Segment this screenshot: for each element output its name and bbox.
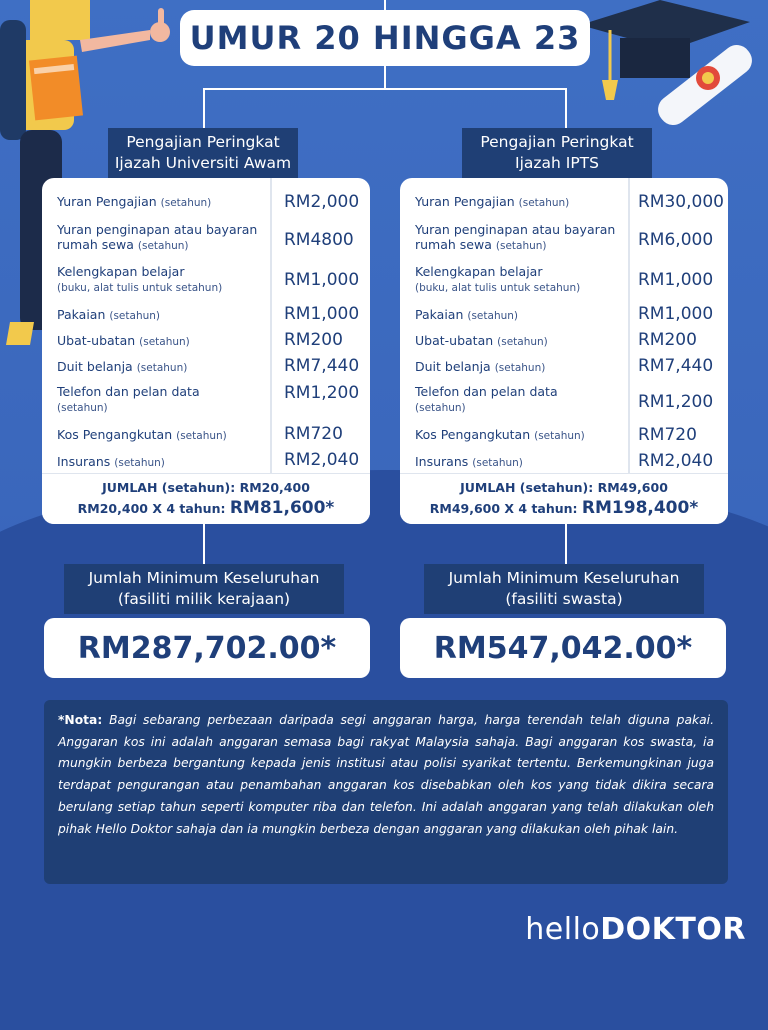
row-value: RM1,200 xyxy=(284,383,360,403)
logo-part-doktor: DOKTOR xyxy=(600,912,746,947)
annual-total-line: JUMLAH (setahun): RM20,400 xyxy=(102,480,310,495)
row-sub: (setahun) xyxy=(472,457,523,469)
row-value: RM720 xyxy=(638,425,697,445)
row-value: RM200 xyxy=(284,330,343,350)
connector-line xyxy=(384,0,386,10)
minimum-total-value-public: RM287,702.00* xyxy=(44,618,370,678)
four-year-label: RM49,600 X 4 tahun: xyxy=(429,501,578,516)
column-heading-line: Ijazah IPTS xyxy=(515,154,599,172)
row-label: Yuran Pengajian xyxy=(57,194,157,209)
row-sub: (setahun) xyxy=(114,457,165,469)
row-label: Ubat-ubatan xyxy=(57,333,136,348)
row-label: Yuran penginapan atau bayaran rumah sewa xyxy=(57,222,258,252)
minimum-total-heading-public xyxy=(64,564,344,614)
row-value: RM1,000 xyxy=(638,270,714,290)
row-label: Insurans xyxy=(57,454,111,469)
row-value: RM2,040 xyxy=(638,451,714,471)
row-value: RM30,000 xyxy=(638,192,724,212)
four-year-total xyxy=(400,498,728,518)
row-sub: (buku, alat tulis untuk setahun) xyxy=(415,282,581,294)
row-value: RM2,040 xyxy=(284,450,360,470)
annual-total xyxy=(400,473,728,524)
note-text: Bagi sebarang perbezaan daripada segi anggaran harga, harga terendah telah diguna pakai. Anggaran kos ini adalah anggaran semasa bagi rakyat Malaysia sahaja. Bagi anggaran kos swasta, ia mungkin berbeza bergantung kepada jenis institusi atau polisi syarikat tertentu. Berkemungkinan juga terdapat pengurangan atau penambahan anggaran kos disebabkan oleh kos yang tidak dikira secara berulang setiap tahun seperti komputer riba dan telefon. Ini adalah anggaran yang telah dilakukan oleh pihak Hello Doktor sahaja dan ia mungkin berbeza dengan anggaran yang dilakukan oleh pihak lain. xyxy=(58,713,714,836)
annual-total xyxy=(42,473,370,524)
row-label: Telefon dan pelan data xyxy=(415,384,558,399)
connector-line xyxy=(384,66,386,88)
annual-total-line: JUMLAH (setahun): RM49,600 xyxy=(460,480,668,495)
minimum-heading-line: (fasiliti milik kerajaan) xyxy=(117,590,291,608)
connector-line xyxy=(565,88,567,128)
four-year-value: RM198,400* xyxy=(581,498,699,518)
row-value: RM1,000 xyxy=(638,304,714,324)
connector-line xyxy=(203,88,205,128)
minimum-total-heading-private xyxy=(424,564,704,614)
minimum-heading-line: Jumlah Minimum Keseluruhan xyxy=(88,569,320,587)
row-sub: (setahun) xyxy=(518,197,570,209)
row-sub: (setahun) xyxy=(495,240,547,252)
four-year-value: RM81,600* xyxy=(229,498,335,518)
minimum-total-value-private: RM547,042.00* xyxy=(400,618,726,678)
row-sub: (setahun) xyxy=(160,197,212,209)
row-value: RM6,000 xyxy=(638,230,714,250)
row-sub: (setahun) xyxy=(176,430,227,442)
column-heading-public xyxy=(108,128,298,178)
row-label: Duit belanja xyxy=(415,359,491,374)
connector-line xyxy=(203,524,205,564)
row-sub: (setahun) xyxy=(109,310,160,322)
row-label: Ubat-ubatan xyxy=(415,333,494,348)
row-value: RM1,200 xyxy=(638,392,714,412)
row-sub: (setahun) xyxy=(137,240,189,252)
row-label: Yuran penginapan atau bayaran rumah sewa xyxy=(415,222,616,252)
row-label: Pakaian xyxy=(415,307,464,322)
row-label: Duit belanja xyxy=(57,359,133,374)
four-year-total xyxy=(42,498,370,518)
row-sub: (setahun) xyxy=(415,402,466,414)
logo-part-hello: hello xyxy=(525,912,601,947)
row-label: Telefon dan pelan data xyxy=(57,384,200,399)
column-heading-line: Ijazah Universiti Awam xyxy=(114,154,292,172)
row-label: Insurans xyxy=(415,454,469,469)
cost-card-private xyxy=(400,178,728,524)
row-label: Kelengkapan belajar xyxy=(415,264,543,279)
column-heading-line: Pengajian Peringkat xyxy=(126,133,280,151)
hellodoktor-logo xyxy=(525,912,746,947)
row-label: Pakaian xyxy=(57,307,106,322)
note-box xyxy=(44,700,728,884)
row-label: Kelengkapan belajar xyxy=(57,264,185,279)
row-sub: (setahun) xyxy=(139,336,190,348)
row-value: RM1,000 xyxy=(284,304,360,324)
row-sub: (setahun) xyxy=(497,336,548,348)
row-value: RM2,000 xyxy=(284,192,360,212)
row-sub: (setahun) xyxy=(57,402,108,414)
note-label: *Nota: xyxy=(58,713,103,727)
minimum-heading-line: Jumlah Minimum Keseluruhan xyxy=(448,569,680,587)
row-label: Kos Pengangkutan xyxy=(415,427,531,442)
column-heading-line: Pengajian Peringkat xyxy=(480,133,634,151)
row-value: RM720 xyxy=(284,424,343,444)
row-value: RM4800 xyxy=(284,230,354,250)
connector-line xyxy=(203,88,567,90)
page-title: UMUR 20 HINGGA 23 xyxy=(180,10,590,66)
row-value: RM200 xyxy=(638,330,697,350)
row-sub: (buku, alat tulis untuk setahun) xyxy=(57,282,223,294)
row-sub: (setahun) xyxy=(467,310,518,322)
row-sub: (setahun) xyxy=(136,362,188,374)
row-label: Yuran Pengajian xyxy=(415,194,515,209)
row-value: RM7,440 xyxy=(284,356,360,376)
row-sub: (setahun) xyxy=(494,362,546,374)
row-value: RM1,000 xyxy=(284,270,360,290)
column-heading-private xyxy=(462,128,652,178)
minimum-heading-line: (fasiliti swasta) xyxy=(505,590,623,608)
four-year-label: RM20,400 X 4 tahun: xyxy=(77,501,226,516)
row-sub: (setahun) xyxy=(534,430,585,442)
row-value: RM7,440 xyxy=(638,356,714,376)
connector-line xyxy=(565,524,567,564)
row-label: Kos Pengangkutan xyxy=(57,427,173,442)
cost-card-public xyxy=(42,178,370,524)
